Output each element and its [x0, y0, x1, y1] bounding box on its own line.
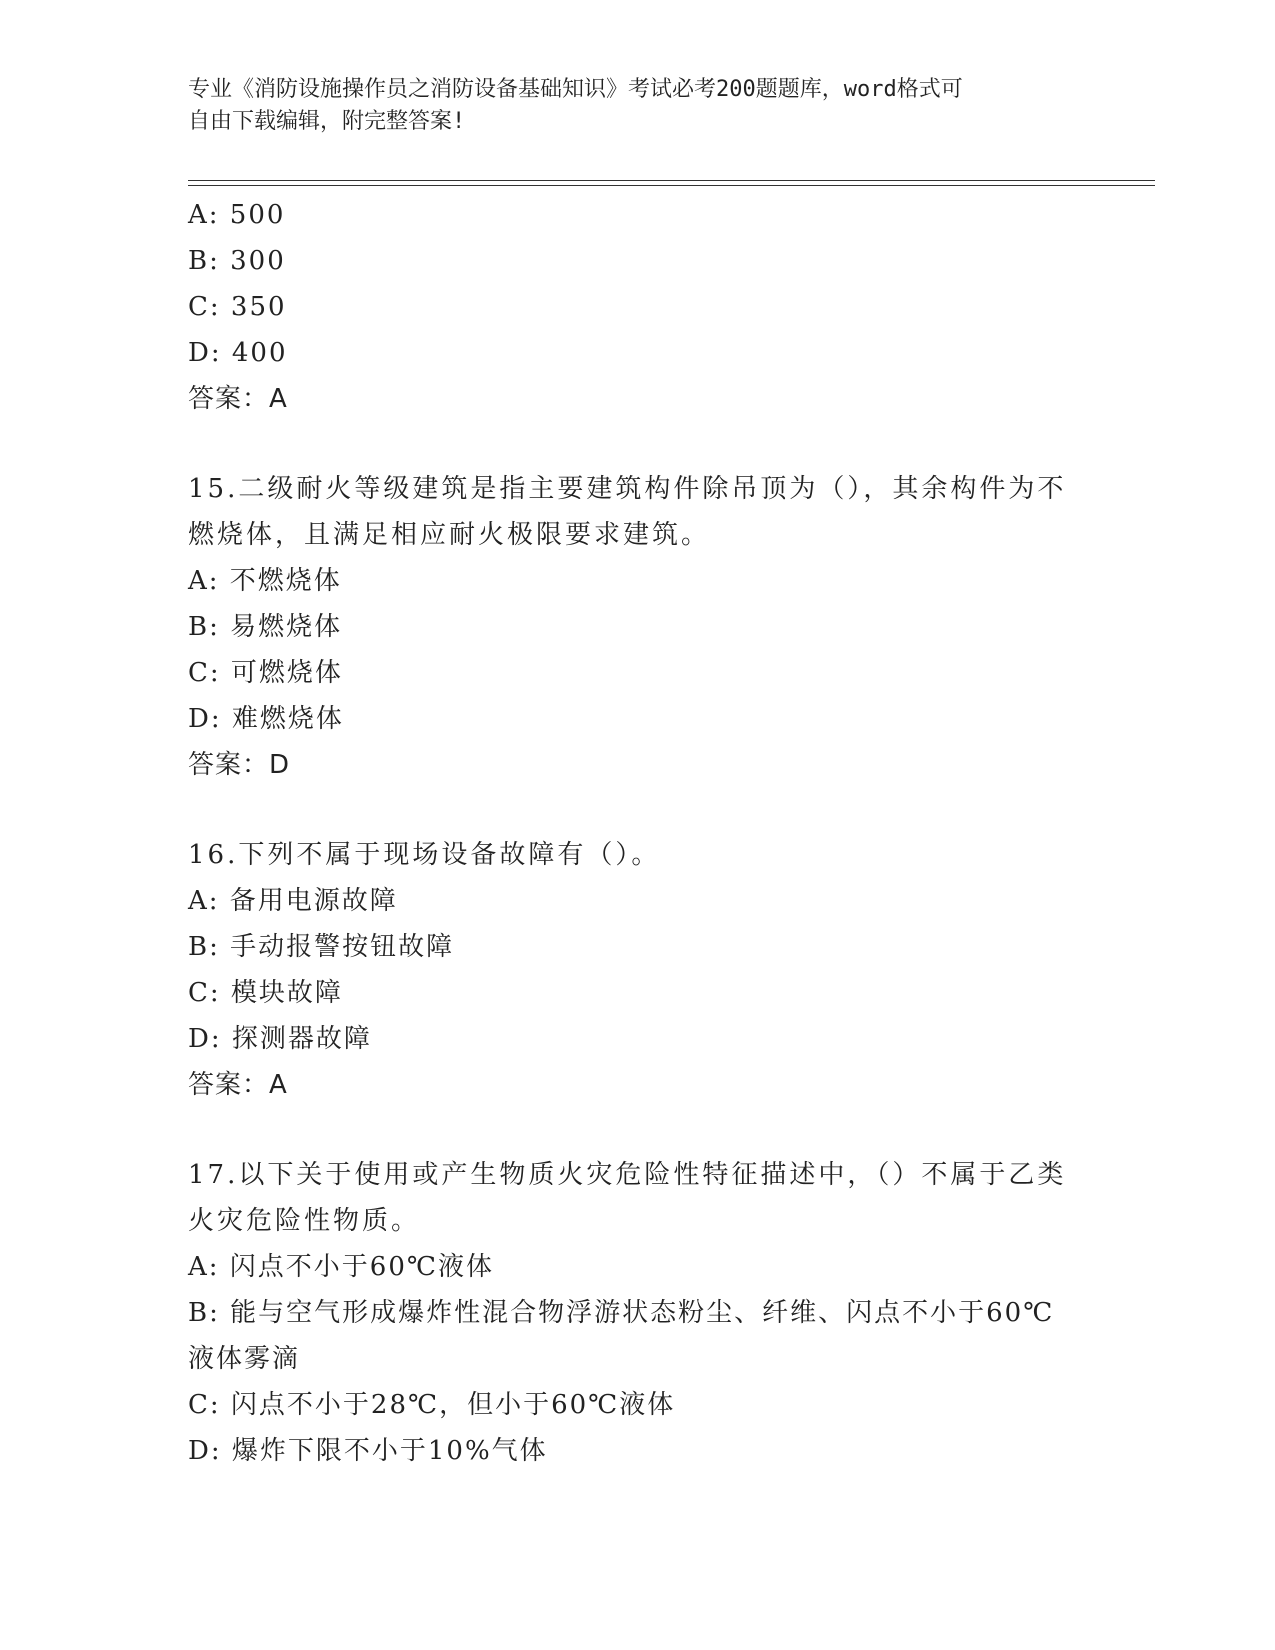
option-c: C: 可燃烧体	[188, 658, 343, 688]
option-d: D: 探测器故障	[188, 1024, 372, 1054]
document-header	[188, 74, 1068, 138]
option-a: A: 不燃烧体	[188, 566, 342, 596]
option-c: C: 模块故障	[188, 978, 343, 1008]
option-b-line-1: B: 能与空气形成爆炸性混合物浮游状态粉尘、纤维、闪点不小于60℃	[188, 1298, 1055, 1328]
option-b: B: 300	[188, 246, 286, 276]
option-a: A: 备用电源故障	[188, 886, 398, 916]
answer-line: 答案：A	[188, 1070, 288, 1100]
option-d: D: 难燃烧体	[188, 704, 344, 734]
option-c: C: 350	[188, 292, 287, 322]
option-c: C: 闪点不小于28℃，但小于60℃液体	[188, 1390, 676, 1420]
option-d: D: 400	[188, 338, 288, 368]
question-text-line-1: 17.以下关于使用或产生物质火灾危险性特征描述中，（）不属于乙类	[188, 1160, 1067, 1190]
header-line-2: 自由下载编辑，附完整答案!	[188, 109, 466, 134]
option-b: B: 易燃烧体	[188, 612, 343, 642]
answer-line: 答案：A	[188, 384, 288, 414]
header-line-1: 专业《消防设施操作员之消防设备基础知识》考试必考200题题库，word格式可	[188, 77, 963, 102]
question-text-line-2: 火灾危险性物质。	[188, 1206, 421, 1236]
question-text-line-1: 16.下列不属于现场设备故障有（）。	[188, 840, 661, 870]
answer-line: 答案：D	[188, 750, 291, 780]
question-text-line-2: 燃烧体，且满足相应耐火极限要求建筑。	[188, 520, 711, 550]
option-a: A: 闪点不小于60℃液体	[188, 1252, 494, 1282]
question-14-continuation	[188, 192, 1088, 422]
option-b: B: 手动报警按钮故障	[188, 932, 455, 962]
question-17	[188, 1152, 1088, 1474]
document-content	[188, 192, 1088, 1474]
question-15	[188, 466, 1088, 788]
header-divider-bottom	[188, 185, 1155, 186]
header-divider-top	[188, 180, 1155, 181]
option-a: A: 500	[188, 200, 286, 230]
option-d: D: 爆炸下限不小于10%气体	[188, 1436, 548, 1466]
question-text-line-1: 15.二级耐火等级建筑是指主要建筑构件除吊顶为（），其余构件为不	[188, 474, 1067, 504]
question-16	[188, 832, 1088, 1108]
option-b-line-2: 液体雾滴	[188, 1344, 301, 1374]
